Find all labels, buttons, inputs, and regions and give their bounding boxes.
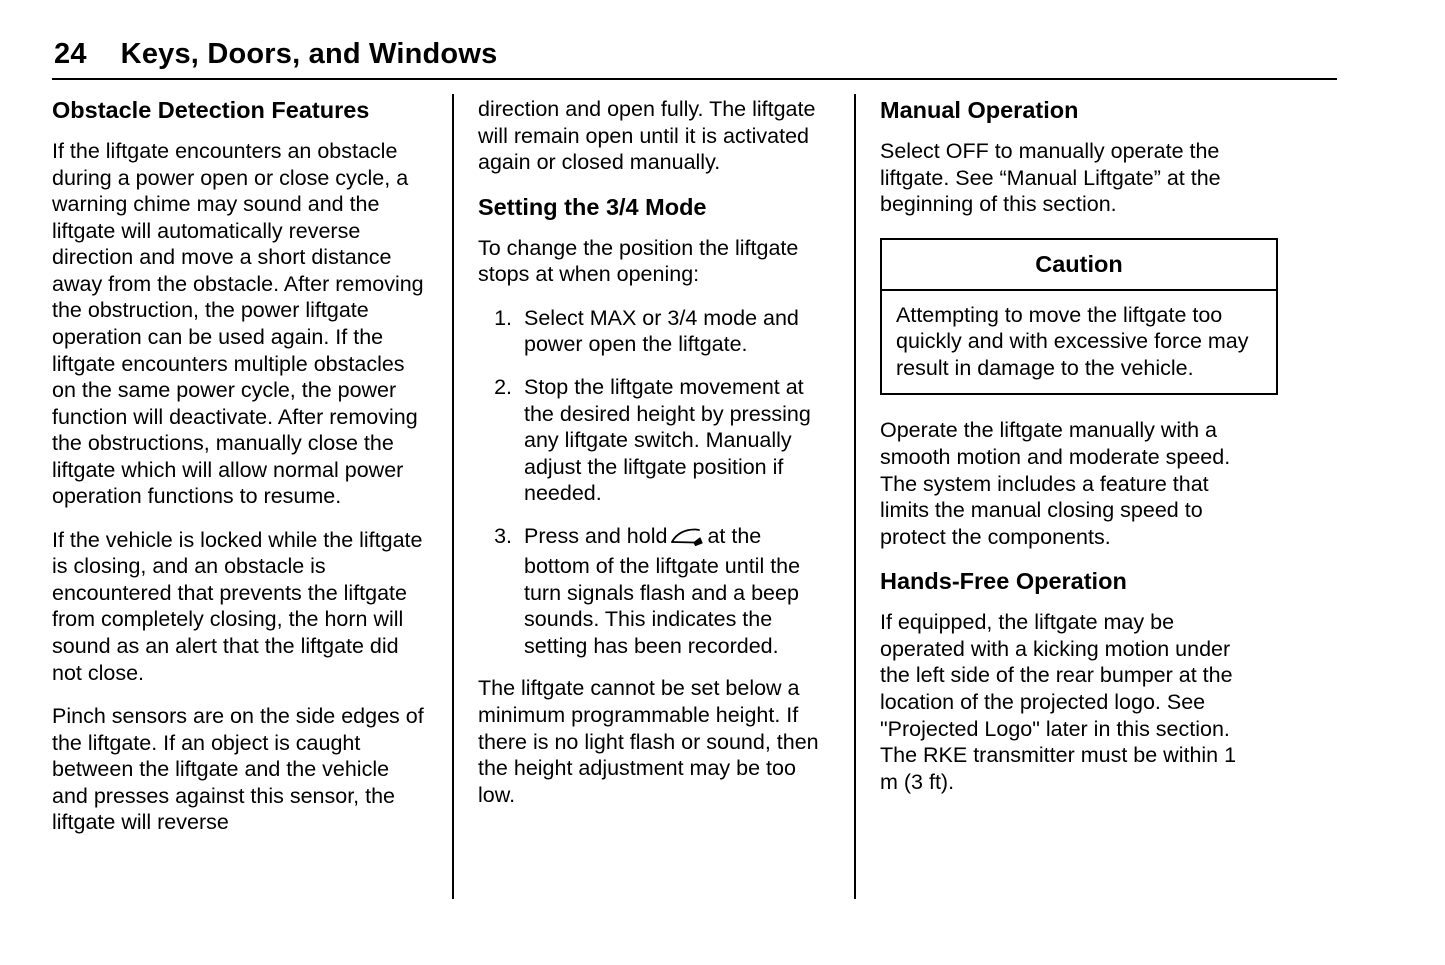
list-item	[478, 305, 832, 358]
column-three	[856, 96, 1256, 896]
section-heading-manual-operation: Manual Operation	[880, 97, 1079, 123]
list-item-text	[524, 523, 832, 660]
column-two	[454, 96, 854, 896]
section-heading-setting-34-mode: Setting the 3/4 Mode	[478, 193, 707, 220]
paragraph: If equipped, the liftgate may be operated with a kicking motion under the left side of the rear bumper at the location of the projected logo. See "Projected Logo" later in this section. The RKE transmitter must be within 1 m (3 ft).	[880, 610, 1237, 794]
paragraph-continued: direction and open fully. The liftgate will remain open until it is activated again or closed manually.	[478, 97, 816, 175]
column-one	[52, 96, 452, 896]
header-divider	[52, 78, 1337, 80]
step-text-before: Press and hold	[524, 523, 668, 548]
step-text-after: at the bottom of the liftgate until the turn signals flash and a beep sounds. This indicates the setting has been recorded.	[524, 523, 801, 658]
step-list	[478, 305, 832, 660]
page-title: Keys, Doors, and Windows	[120, 38, 498, 70]
list-item	[478, 523, 832, 660]
section-heading-obstacle-detection: Obstacle Detection Features	[52, 97, 370, 123]
caution-text: Attempting to move the liftgate too quickly and with excessive force may result in damage to the vehicle.	[896, 302, 1249, 380]
liftgate-icon	[670, 527, 704, 554]
paragraph: To change the position the liftgate stops at when opening:	[478, 235, 799, 287]
caution-title: Caution	[882, 240, 1276, 291]
list-item-number: 2.	[494, 375, 512, 400]
paragraph: Select OFF to manually operate the liftgate. See “Manual Liftgate” at the beginning of this section.	[880, 139, 1221, 217]
list-item-text: Stop the liftgate movement at the desired height by pressing any liftgate switch. Manually adjust the liftgate position if needed.	[524, 375, 811, 506]
page-columns	[52, 96, 1393, 896]
list-item-number: 3.	[494, 523, 512, 548]
page-number: 24	[54, 38, 87, 70]
paragraph: If the vehicle is locked while the liftgate is closing, and an obstacle is encountered that prevents the liftgate from completely closing, the horn will sound as an alert that the liftgate did not close.	[52, 527, 423, 685]
paragraph: Operate the liftgate manually with a smooth motion and moderate speed. The system includes a feature that limits the manual closing speed to protect the components.	[880, 418, 1231, 549]
page-header	[52, 38, 1393, 71]
list-item-number: 1.	[494, 305, 512, 330]
list-item	[478, 374, 832, 507]
section-heading-hands-free-operation: Hands-Free Operation	[880, 568, 1127, 595]
list-item-text: Select MAX or 3/4 mode and power open the liftgate.	[524, 305, 799, 357]
caution-box	[880, 238, 1278, 396]
paragraph: The liftgate cannot be set below a minimum programmable height. If there is no light flash or sound, then the height adjustment may be too low.	[478, 676, 819, 807]
paragraph: Pinch sensors are on the side edges of the liftgate. If an object is caught between the liftgate and the vehicle and presses against this sensor, the liftgate will reverse	[52, 704, 424, 835]
paragraph: If the liftgate encounters an obstacle during a power open or close cycle, a warning chime may sound and the liftgate will automatically reverse direction and move a short distance away from the obstacle. After removing the obstruction, the power liftgate operation can be used again. If the liftgate encounters multiple obstacles on the same power cycle, the power function will deactivate. After removing the obstructions, manually close the liftgate which will allow normal power operation functions to resume.	[52, 139, 424, 509]
